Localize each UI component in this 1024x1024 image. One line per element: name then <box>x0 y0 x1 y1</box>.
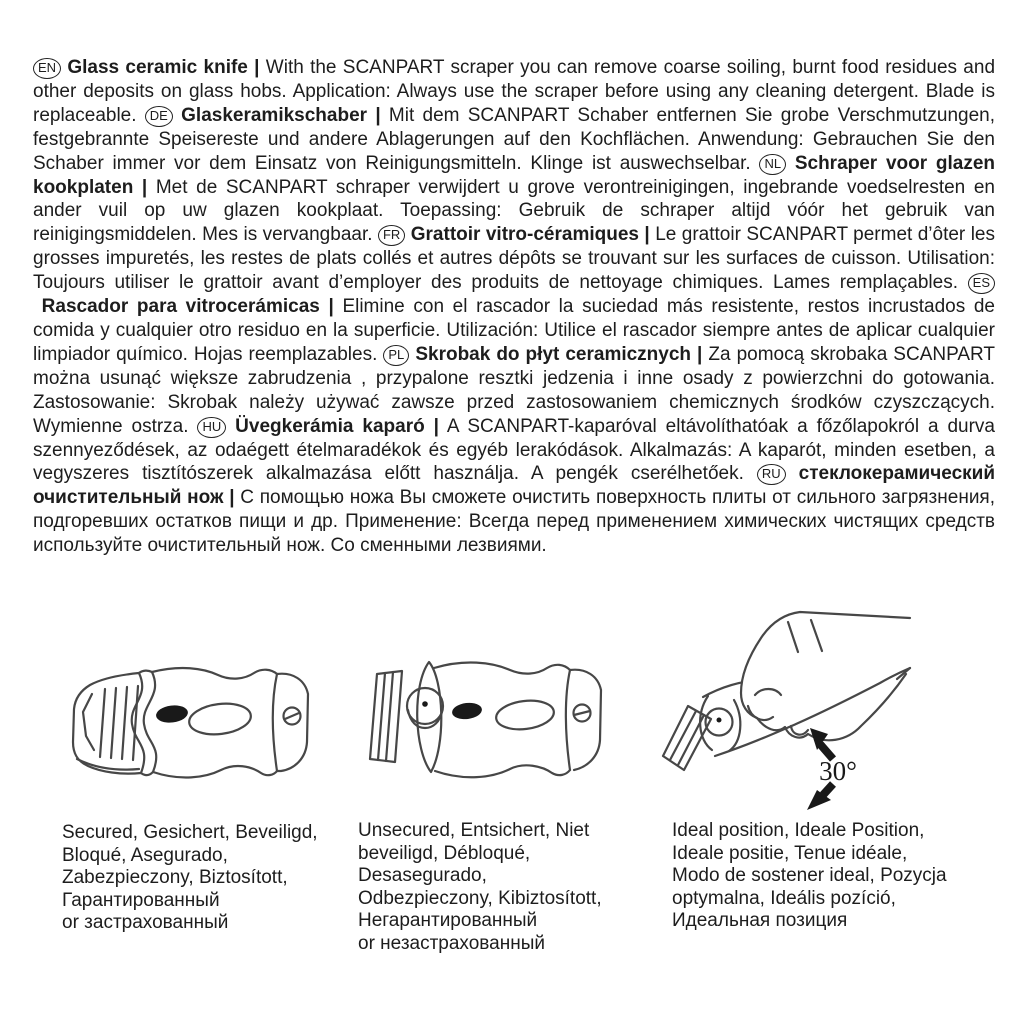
palm-rest <box>495 698 556 733</box>
scraper-tail <box>566 670 601 770</box>
lang-badge-pl: PL <box>383 345 409 366</box>
caption-unsecured: Unsecured, Entsichert, Niet beveiligd, Débloqué, Desasegurado, Odbezpieczony, Kibiztosított, Негарантированный or незастрахованный <box>358 820 602 954</box>
lang-badge-hu: HU <box>197 417 226 438</box>
figure-unsecured <box>352 640 652 956</box>
scraper-body <box>434 662 570 777</box>
multilingual-description <box>33 56 995 558</box>
section-body-nl: Met de SCANPART schraper verwijdert u grove verontreinigingen, ingebrande voedselresten en ander vuil op uw glazen kookplaat. Toepassing: Gebruik de schraper altijd vóór het gebruik van reinigingsmiddelen. Mes is vervangbaar. <box>33 176 995 246</box>
secured-scraper-illustration <box>55 642 325 810</box>
blade-holder <box>407 662 443 772</box>
section-body-hu: A SCANPART-kaparóval eltávolíthatóak a főzőlapokról a durva szennyeződések, az odaégett ételmaradékok és egyéb lerakódások. Alkalmazás: A kaparót, minden esetben, a vegyszeres tisztítószerek alkalmazása előtt használja. A pengék cserélhetőek. <box>33 415 995 485</box>
unsecured-scraper-illustration <box>352 640 642 810</box>
section-body-es: Elimine con el rascador la suciedad más resistente, restos incrustados de comida y cualquier otro residuo en la superficie. Utilización: Utilice el rascador siempre antes de aplicar cualquier limpiador químico. Hojas reemplazables. <box>33 296 995 365</box>
section-title-en: Glass ceramic knife | <box>67 57 260 78</box>
lang-badge-fr: FR <box>378 225 405 246</box>
scraper-tail <box>273 674 308 771</box>
knob-pin <box>422 701 428 707</box>
section-body-ru: С помощью ножа Вы сможете очистить поверхность плиты от сильного загрязнения, подгоревших остатков пищи и др. Применение: Всегда перед применением химических чистящих средств используйте очистительный нож. Со сменными лезвиями. <box>33 487 996 557</box>
section-body-de: Mit dem SCANPART Schaber entfernen Sie grobe Verschmutzungen, festgebrannte Speisereste und andere Ablagerungen auf den Kochflächen. Anwendung: Gebrauchen Sie den Schaber immer vor dem Einsatz von Reinigungsmitteln. Klinge ist auswechselbar. <box>33 104 995 174</box>
section-body-fr: Le grattoir SCANPART permet d’ôter les grosses impuretés, les restes de plats collés et autres dépôts se trouvant sur les surfaces de cuisson. Utilisation: Toujours utiliser le grattoir avant d’employer des produits de nettoyage chimiques. Lames remplaçables. <box>33 224 995 294</box>
lang-badge-es: ES <box>968 273 995 294</box>
lang-badge-nl: NL <box>759 154 786 175</box>
section-title-pl: Skrobak do płyt ceramicznych | <box>415 343 703 365</box>
lang-badge-de: DE <box>145 106 173 127</box>
lang-badge-en: EN <box>33 58 61 79</box>
lang-badge-ru: RU <box>757 464 786 485</box>
caption-secured: Secured, Gesichert, Beveiligd, Bloqué, Asegurado, Zabezpieczony, Biztosított, Гарантированный or застрахованный <box>62 822 318 934</box>
angle-label: 30° <box>819 756 857 786</box>
hand-scraper-illustration <box>648 598 978 820</box>
thumb-slider <box>155 704 189 725</box>
caption-ideal-position: Ideal position, Ideale Position, Ideale positie, Tenue idéale, Modo de sostener ideal, Pozycja optymalna, Ideális pozíció, Идеальная позиция <box>672 820 947 932</box>
thumb-slider <box>451 701 483 721</box>
section-title-de: Glaskeramikschaber | <box>181 104 381 126</box>
section-title-nl: Schraper voor glazen kookplaten | <box>33 152 996 198</box>
section-title-hu: Üvegkerámia kaparó | <box>235 415 439 437</box>
scraper-body <box>152 668 277 777</box>
section-body-en: With the SCANPART scraper you can remove coarse soiling, burnt food residues and other deposits on glass hobs. Application: Always use the scraper before using any cleaning detergent. Blade is replaceable. <box>33 57 996 126</box>
section-title-fr: Grattoir vitro-céramiques | <box>410 224 650 246</box>
knob-pin <box>717 718 722 723</box>
palm-rest <box>187 700 252 737</box>
section-title-ru: стеклокерамический очистительный нож | <box>33 463 996 509</box>
section-title-es: Rascador para vitrocerámicas | <box>41 296 334 318</box>
section-body-pl: Za pomocą skrobaka SCANPART można usunąć większe zabrudzenia , przypalone resztki jedzenia i inne osady z powierzchni do gotowania. Zastosowanie: Skrobak należy używać zawsze przed zastosowaniem chemicznych środków czyszczących. Wymienne ostrza. <box>33 343 996 437</box>
hand <box>741 612 910 740</box>
figure-secured <box>55 642 355 935</box>
scraper-blade <box>370 671 402 762</box>
figure-ideal-position <box>648 598 983 933</box>
